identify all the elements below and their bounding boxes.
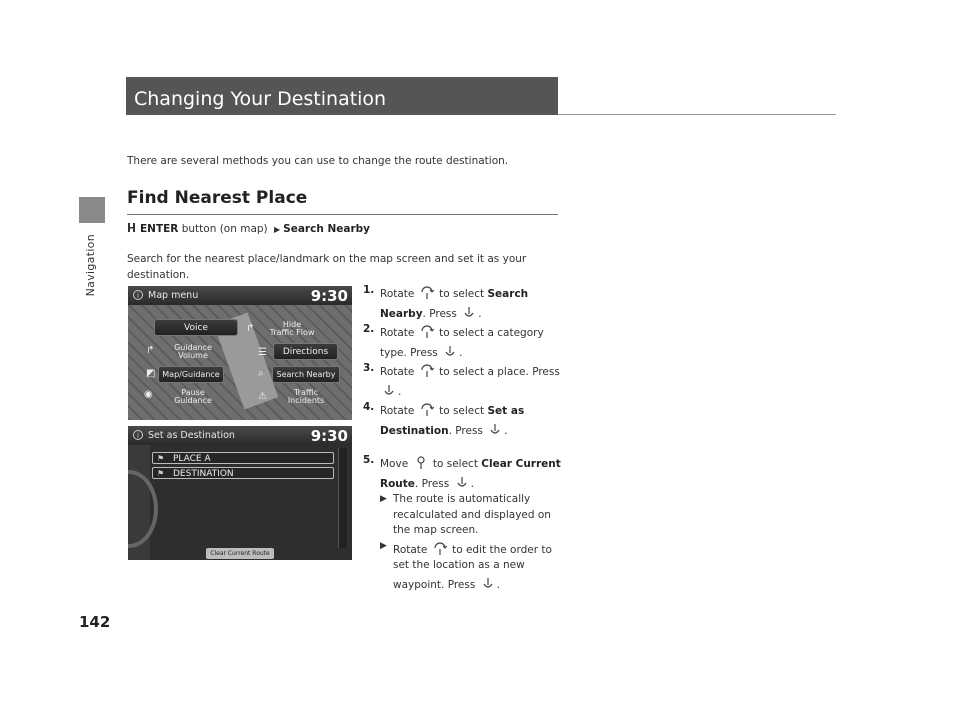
traffic-incidents-line2: Incidents [287,396,325,405]
traffic-flow-icon: ↱ [246,323,255,334]
pause-icon: ◉ [144,389,153,400]
hide-traffic-flow-button[interactable] [262,318,322,340]
step-text: Move [380,458,409,470]
traffic-incidents-icon: ⚠ [258,391,267,402]
pause-guidance-button[interactable] [168,386,218,408]
search-nearby-button[interactable]: Search Nearby [272,366,340,383]
destination-row-label: DESTINATION [173,469,234,479]
section-divider [127,214,558,215]
step-text: . [398,385,402,398]
press-knob-icon [462,306,476,320]
note-arrow-icon: ▶ [380,494,387,504]
step-5 [363,453,563,593]
step-number: 4. [363,401,375,413]
set-destination-screenshot [128,426,352,560]
step-text: to select [439,405,485,417]
step-text: Rotate [380,288,415,300]
step-target: Set as Destination [380,405,525,437]
note-arrow-icon: ▶ [380,540,387,551]
hide-traffic-flow-line1: Hide [282,320,302,329]
screen-title: Map menu [148,290,199,301]
chapter-tab-marker [79,197,105,223]
rotate-knob-icon [420,364,434,378]
step-number: 1. [363,284,375,296]
step-text: . Press [422,307,457,320]
step-text: Rotate [380,366,415,378]
destination-row[interactable] [152,452,334,464]
section-title: Find Nearest Place [127,188,308,208]
step-target: Search Nearby [380,288,529,320]
pause-guidance-line2: Guidance [174,396,212,405]
map-menu-screenshot [128,286,352,420]
dial-arc [128,470,158,548]
nav-path-button: ENTER [140,223,179,235]
navigation-path [127,221,370,235]
step-text: . Press [448,424,483,437]
destination-flag-icon: ⚑ [157,469,165,478]
step-target: Clear Current Route [380,458,561,490]
chapter-title: Changing Your Destination [134,88,387,110]
voice-button[interactable]: Voice [154,319,238,336]
rotate-knob-icon [420,286,434,300]
move-knob-icon [414,456,428,470]
info-icon: i [133,430,143,440]
step-1 [363,283,563,322]
press-knob-icon [382,384,396,398]
map-guidance-button[interactable]: Map/Guidance [158,366,224,383]
step-5-note-1 [380,492,563,539]
nav-path-suffix: button (on map) [181,223,268,235]
note-text: . [496,578,501,591]
step-text: . [459,346,463,359]
section-description: Search for the nearest place/landmark on the map screen and set it as your destination. [127,253,527,281]
step-text: . [478,307,482,320]
waypoint-flag-icon: ⚑ [157,454,165,463]
destination-row[interactable] [152,467,334,479]
pause-guidance-line1: Pause [181,388,205,397]
nav-path-target: Search Nearby [283,223,370,235]
guidance-volume-line1: Guidance [174,343,212,352]
side-chapter-label: Navigation [84,234,97,297]
clear-current-route-button[interactable]: Clear Current Route [206,548,274,559]
volume-icon: ↱ [146,345,155,356]
note-text: Rotate [393,543,428,556]
chapter-divider [558,114,836,115]
step-text: . [504,424,508,437]
press-knob-icon [488,423,502,437]
traffic-incidents-button[interactable] [278,386,334,408]
step-text: to select a category type. Press [380,327,544,359]
home-button-icon [127,222,136,233]
traffic-incidents-line1: Traffic [293,388,319,397]
map-guidance-icon: ◩ [146,368,156,379]
page-number: 142 [79,613,111,631]
step-4 [363,400,563,439]
guidance-volume-line2: Volume [178,351,208,360]
press-knob-icon [443,345,457,359]
step-5-note-2 [380,539,563,594]
step-3 [363,361,563,400]
press-knob-icon [481,577,495,591]
info-icon: i [133,290,143,300]
intro-text: There are several methods you can use to change the route destination. [127,155,509,167]
directions-icon: ☰ [258,347,267,358]
rotate-knob-icon [433,542,447,556]
guidance-volume-button[interactable] [168,341,218,363]
note-text: The route is automatically recalculated and displayed on the map screen. [393,493,551,536]
step-number: 2. [363,323,375,335]
step-text: Rotate [380,327,415,339]
hide-traffic-flow-line2: Traffic Flow [269,328,315,337]
instruction-steps [363,283,563,593]
screen-clock: 9:30 [310,287,348,305]
step-2 [363,322,563,361]
press-knob-icon [455,476,469,490]
path-arrow-icon: ▶ [274,225,281,234]
rotate-knob-icon [420,403,434,417]
destination-row-label: PLACE A [173,454,211,464]
screen-clock: 9:30 [310,427,348,445]
note-text: to edit the order to set the location as a new waypoint. Press [393,543,552,591]
search-icon: ⌕ [258,368,264,379]
step-text: Rotate [380,405,415,417]
step-text: . [470,477,474,490]
screen-title: Set as Destination [148,430,235,441]
step-text: . Press [414,477,450,490]
step-text: to select [439,288,485,300]
list-scrollbar[interactable] [338,448,347,548]
step-number: 5. [363,454,375,466]
step-text: to select a place. Press [439,366,560,378]
directions-button[interactable]: Directions [273,343,338,360]
step-text: to select [432,458,478,470]
step-number: 3. [363,362,375,374]
rotate-knob-icon [420,325,434,339]
